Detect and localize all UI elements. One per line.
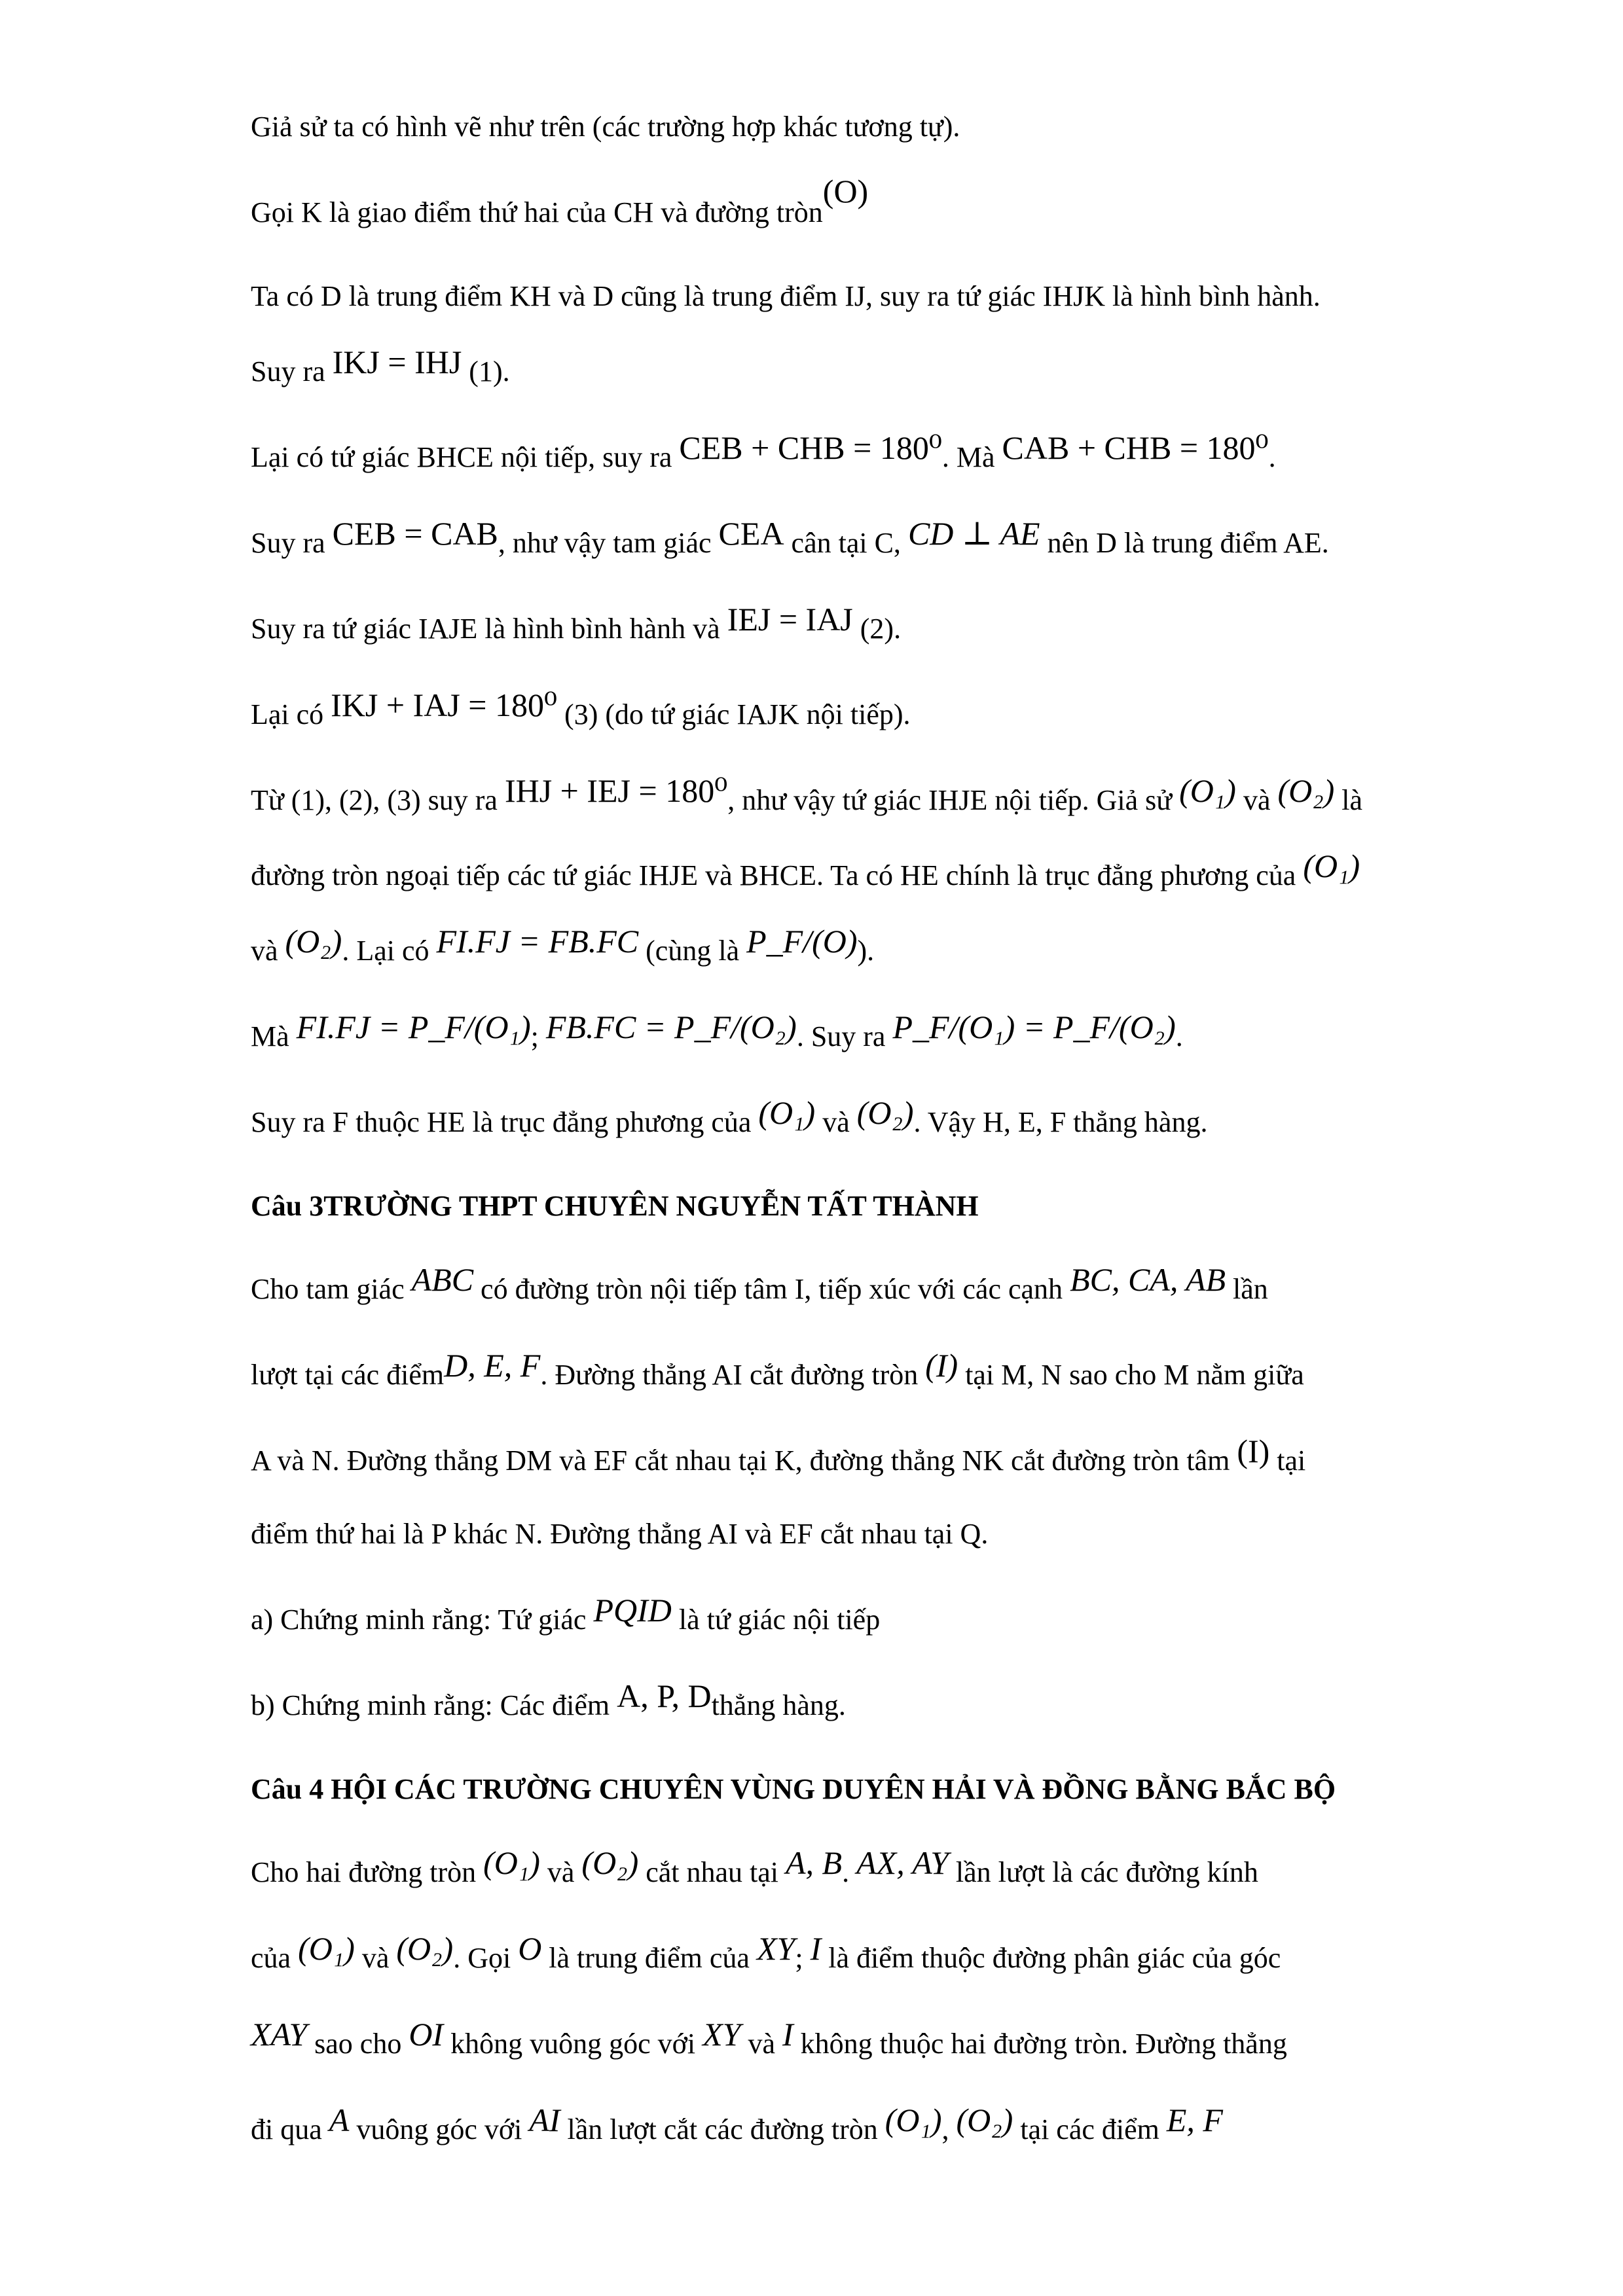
document-page: [251, 105, 1508, 2191]
cau3-line-4: điểm thứ hai là P khác N. Đường thẳng AI và EF cắt nhau tại Q.: [251, 1518, 989, 1550]
math-angle-eq1: IKJ = IHJ: [332, 344, 462, 380]
math-circle-o2: (O₂): [1277, 772, 1335, 809]
cau3-line-2: lượt tại các điểmD, E, F. Đường thẳng AI cắt đường tròn (I) tại M, N sao cho M nằm giữa: [251, 1351, 1508, 1397]
paragraph-parallelogram: Ta có D là trung điểm KH và D cũng là trung điểm IJ, suy ra tứ giác IHJK là hình bình hành.: [251, 280, 1321, 312]
cau4-line-4: đi qua A vuông góc với AI lần lượt cắt các đường tròn (O₁), (O₂) tại các điểm E, F: [251, 2106, 1508, 2152]
cau4-line-3: XAY sao cho OI không vuông góc với XY và I không thuộc hai đường tròn. Đường thẳng: [251, 2020, 1508, 2066]
math-sides: BC, CA, AB: [1070, 1261, 1226, 1298]
math-angle-sum-cab: CAB + CHB = 180⁰: [1002, 429, 1269, 466]
math-circle-o2: (O₂): [285, 923, 342, 960]
math-angle-eq3: IKJ + IAJ = 180⁰: [331, 687, 558, 723]
math-o: O: [518, 1930, 542, 1967]
math-circle-o: (O): [822, 173, 869, 209]
cau4-line-2: của (O₁) và (O₂). Gọi O là trung điểm của XY; I là điểm thuộc đường phân giác của góc: [251, 1934, 1508, 1981]
paragraph-power: và (O₂). Lại có FI.FJ = FB.FC (cùng là P_F/(O)).: [251, 927, 1508, 973]
math-e-f: E, F: [1166, 2102, 1223, 2138]
math-triangle-cea: CEA: [718, 515, 784, 552]
math-circle-i: (I): [925, 1347, 958, 1384]
math-a: A: [329, 2102, 350, 2138]
paragraph-ihje-cyclic: Từ (1), (2), (3) suy ra IHJ + IEJ = 180⁰, như vậy tứ giác IHJE nội tiếp. Giả sử (O₁) và (O₂) là: [251, 776, 1508, 823]
cau3-line-3: A và N. Đường thẳng DM và EF cắt nhau tại K, đường thẳng NK cắt đường tròn tâm (I) tại: [251, 1437, 1508, 1483]
math-def: D, E, F: [444, 1347, 541, 1384]
paragraph-radical-axis: đường tròn ngoại tiếp các tứ giác IHJE và BHCE. Ta có HE chính là trục đẳng phương của (O₁): [251, 852, 1508, 898]
math-circle-o2: (O₂): [956, 2102, 1013, 2138]
math-angle-sum-ceb: CEB + CHB = 180⁰: [679, 429, 942, 466]
math-abc: ABC: [411, 1261, 474, 1298]
math-xy: XY: [756, 1930, 795, 1967]
math-circle-i: (I): [1237, 1433, 1270, 1469]
heading-cau-4: Câu 4 HỘI CÁC TRƯỜNG CHUYÊN VÙNG DUYÊN HẢI VÀ ĐỒNG BẰNG BẮC BỘ: [251, 1773, 1336, 1805]
paragraph-define-k: Gọi K là giao điểm thứ hai của CH và đường tròn(O): [251, 188, 1508, 235]
math-circle-o1: (O₁): [1303, 848, 1360, 884]
paragraph-conclusion: Suy ra F thuộc HE là trục đẳng phương của (O₁) và (O₂). Vậy H, E, F thẳng hàng.: [251, 1098, 1508, 1145]
paragraph-power-eq: Mà FI.FJ = P_F/(O₁); FB.FC = P_F/(O₂). Suy ra P_F/(O₁) = P_F/(O₂).: [251, 1013, 1508, 1059]
math-power-eq: FI.FJ = FB.FC: [436, 923, 639, 960]
math-circle-o2: (O₂): [856, 1094, 914, 1131]
math-ai: AI: [529, 2102, 560, 2138]
math-angle-eq-ceb: CEB = CAB: [332, 515, 498, 552]
math-power-o: P_F/(O): [746, 923, 858, 960]
paragraph-eq2: Suy ra tứ giác IAJE là hình bình hành và IEJ = IAJ (2).: [251, 605, 1508, 651]
math-oi: OI: [409, 2016, 444, 2053]
math-xy: XY: [702, 2016, 741, 2053]
math-circle-o1: (O₁): [483, 1844, 540, 1881]
math-i: I: [782, 2016, 793, 2053]
math-circle-o1: (O₁): [884, 2102, 942, 2138]
math-power-o1: FI.FJ = P_F/(O₁): [296, 1009, 531, 1045]
math-angle-sum-ihj: IHJ + IEJ = 180⁰: [504, 772, 728, 809]
math-circle-o1: (O₁): [298, 1930, 355, 1967]
math-circle-o1: (O₁): [758, 1094, 816, 1131]
math-ab: A, B: [786, 1844, 843, 1881]
cau3-part-b: b) Chứng minh rằng: Các điểm A, P, Dthẳng hàng.: [251, 1681, 1508, 1728]
math-apd: A, P, D: [617, 1677, 712, 1714]
math-circle-o1: (O₁): [1179, 772, 1236, 809]
math-circle-o2: (O₂): [396, 1930, 454, 1967]
math-angle-xay: XAY: [251, 2016, 308, 2053]
paragraph-bhce: Lại có tứ giác BHCE nội tiếp, suy ra CEB + CHB = 180⁰. Mà CAB + CHB = 180⁰.: [251, 433, 1508, 480]
paragraph-eq3: Lại có IKJ + IAJ = 180⁰ (3) (do tứ giác IAJK nội tiếp).: [251, 691, 1508, 737]
math-i: I: [810, 1930, 822, 1967]
math-ax-ay: AX, AY: [856, 1844, 949, 1881]
paragraph-assumption: Giả sử ta có hình vẽ như trên (các trường hợp khác tương tự).: [251, 111, 960, 143]
math-angle-eq2: IEJ = IAJ: [727, 601, 853, 637]
math-power-equal: P_F/(O₁) = P_F/(O₂): [892, 1009, 1176, 1045]
math-perpendicular: CD ⊥ AE: [907, 515, 1040, 552]
paragraph-eq1: Suy ra IKJ = IHJ (1).: [251, 348, 1508, 394]
cau4-line-1: Cho hai đường tròn (O₁) và (O₂) cắt nhau tại A, B. AX, AY lần lượt là các đường kính: [251, 1848, 1508, 1895]
paragraph-isosceles: Suy ra CEB = CAB, như vậy tam giác CEA cân tại C, CD ⊥ AE nên D là trung điểm AE.: [251, 519, 1508, 565]
heading-cau-3: Câu 3TRƯỜNG THPT CHUYÊN NGUYỄN TẤT THÀNH: [251, 1190, 979, 1222]
cau3-line-1: Cho tam giác ABC có đường tròn nội tiếp tâm I, tiếp xúc với các cạnh BC, CA, AB lần: [251, 1265, 1508, 1312]
cau3-part-a: a) Chứng minh rằng: Tứ giác PQID là tứ giác nội tiếp: [251, 1596, 1508, 1642]
math-pqid: PQID: [593, 1592, 672, 1628]
math-circle-o2: (O₂): [581, 1844, 639, 1881]
math-power-o2: FB.FC = P_F/(O₂): [545, 1009, 797, 1045]
